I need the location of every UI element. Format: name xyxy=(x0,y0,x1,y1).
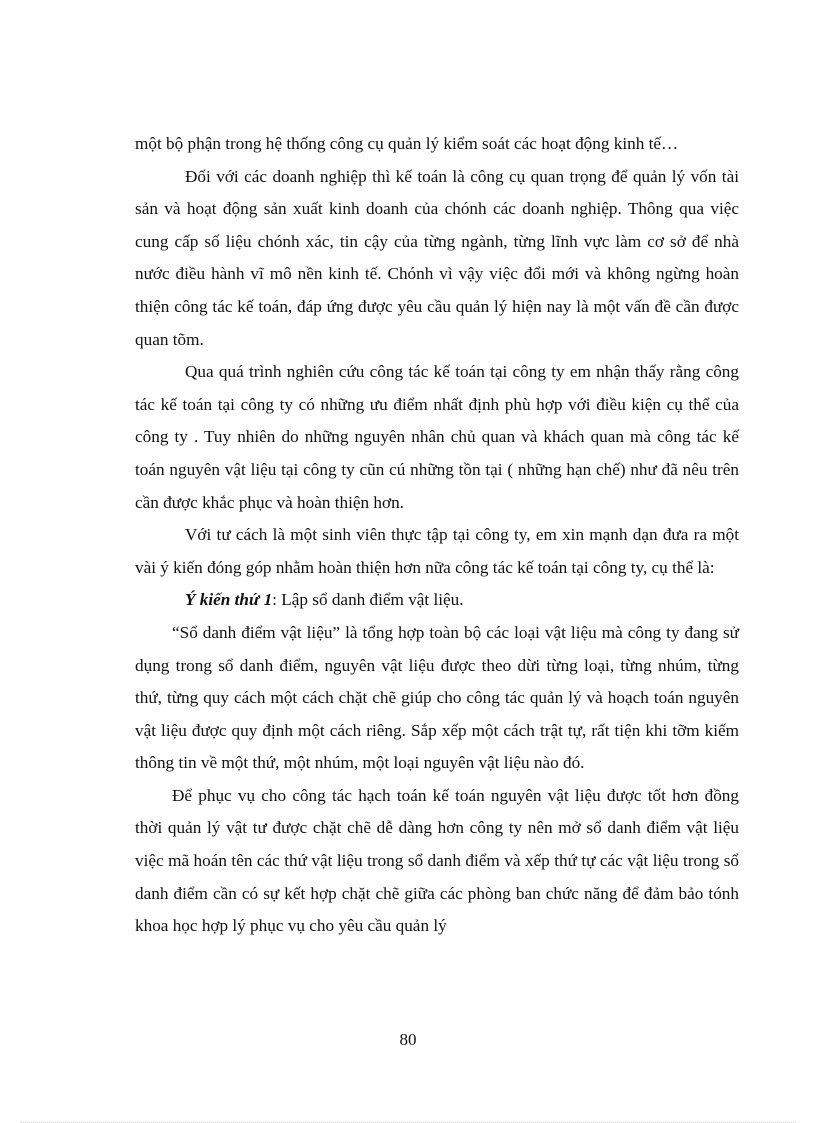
idea-label: Ý kiến thứ 1 xyxy=(185,590,273,610)
page-number: 80 xyxy=(399,1030,417,1049)
body-text xyxy=(135,128,739,943)
paragraph-continuation: một bộ phận trong hệ thống công cụ quản lý kiểm soát các hoạt động kinh tế… xyxy=(135,134,679,153)
paragraph-catalog-proposal: Để phục vụ cho công tác hạch toán kế toán nguyên vật liệu được tốt hơn đồng thời quản lý vật tư được chặt chẽ dễ dàng hơn công ty nên mở sổ danh điểm vật liệu việc mã hoán tên các thứ vật liệu trong sổ danh điểm và xếp thứ tự các vật liệu trong sổ danh điểm cần có sự kết hợp chặt chẽ giữa các phòng ban chức năng để đảm bảo tónh khoa học hợp lý phục vụ cho yêu cầu quản lý xyxy=(135,785,739,936)
idea-title: : Lập sổ danh điểm vật liệu. xyxy=(272,590,464,610)
paragraph-research-findings: Qua quá trình nghiên cứu công tác kế toán tại công ty em nhận thấy rằng công tác kế toán tại công ty có những ưu điểm nhất định phù hợp với điều kiện cụ thể của công ty . Tuy nhiên do những nguyên nhân chủ quan và khách quan mà công tác kế toán nguyên vật liệu tại công ty cũn cú những tồn tại ( những hạn chế) như đã nêu trên cần được khắc phục và hoàn thiện hơn. xyxy=(135,362,739,512)
paragraph-material-catalog: “Sổ danh điểm vật liệu” là tổng hợp toàn bộ các loại vật liệu mà công ty đang sử dụng trong sổ danh điểm, nguyên vật liệu được theo dừi từng loại, từng nhúm, từng thứ, từng quy cách một cách chặt chẽ giúp cho công tác quản lý và hoạch toán nguyên vật liệu được quy định một cách riêng. Sắp xếp một cách trật tự, rất tiện khi tỡm kiếm thông tin về một thứ, một nhúm, một loại nguyên vật liệu nào đó. xyxy=(135,622,739,773)
paragraph-suggestions-intro: Với tư cách là một sinh viên thực tập tại công ty, em xin mạnh dạn đưa ra một vài ý kiến đóng góp nhằm hoàn thiện hơn nữa công tác kế toán tại công ty, cụ thể là: xyxy=(135,525,739,577)
idea-heading xyxy=(135,584,739,617)
paragraph-accounting-role: Đối với các doanh nghiệp thì kế toán là công cụ quan trọng để quản lý vốn tài sản và hoạt động sản xuất kinh doanh của chónh các doanh nghiệp. Thông qua việc cung cấp số liệu chónh xác, tin cậy của từng ngành, từng lĩnh vực làm cơ sở để nhà nước điều hành vĩ mô nền kinh tế. Chónh vì vậy việc đổi mới và không ngừng hoàn thiện công tác kế toán, đáp ứng được yêu cầu quản lý hiện nay là một vấn đề cần được quan tõm. xyxy=(135,166,739,349)
